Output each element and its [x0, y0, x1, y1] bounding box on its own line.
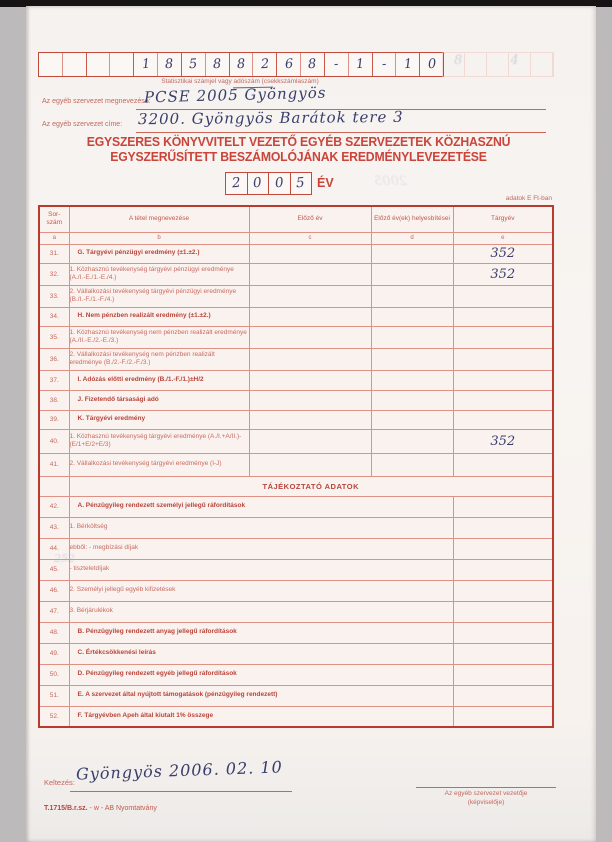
- year-box-row: [225, 172, 334, 194]
- table-row: 35. 1. Közhasznú tevékenység nem pénzben realizált eredménye (A./II.-E./2.-E./3.): [39, 326, 553, 348]
- stat-digit-cell: -: [373, 53, 397, 76]
- year-digit-cell: 0: [268, 172, 290, 195]
- table-row: 37. I. Adózás előtti eredmény (B./1.-F./1.)±H/2: [39, 370, 553, 390]
- stat-digit-cell: 6: [277, 53, 301, 76]
- table-header-row: [39, 206, 553, 232]
- stat-digit-cell: 1: [134, 53, 158, 76]
- org-address-rule: [136, 132, 546, 133]
- bleedthrough-artifact: 252: [54, 552, 75, 565]
- scanned-form-page: [26, 6, 596, 842]
- stat-digit-cell: [110, 53, 134, 76]
- year-digit-cell: 0: [247, 172, 269, 195]
- stat-digit-cell: -: [325, 53, 349, 76]
- year-suffix-label: ÉV: [317, 176, 334, 190]
- info-section-title: TÁJÉKOZTATÓ ADATOK: [69, 476, 553, 496]
- date-handwritten-value: Gyöngyös 2006. 02. 10: [75, 757, 284, 784]
- year-digit-cell: 5: [290, 172, 313, 195]
- col-header-name: A tétel megnevezése: [69, 206, 249, 232]
- signature-caption: Az egyéb szervezet vezetője (képviselője): [444, 790, 528, 806]
- info-section-header-row: [39, 476, 553, 496]
- date-label: Keltezés:: [44, 778, 75, 787]
- table-row: 34. H. Nem pénzben realizált eredmény (±1.±2.): [39, 307, 553, 326]
- stat-digit-cell: 0: [427, 56, 437, 73]
- date-rule: [70, 791, 292, 792]
- stat-digit-cell: 5: [182, 53, 206, 76]
- table-row: 41. 2. Vállalkozási tevékenység tárgyévi eredménye (I-J): [39, 453, 553, 476]
- handwritten-amount: 352: [453, 263, 553, 285]
- table-row: 50. D. Pénzügyileg rendezett egyéb jellegű ráfordítások: [39, 664, 553, 685]
- org-name-label: Az egyéb szervezet megnevezése:: [42, 98, 151, 105]
- stat-digit-cell: 8: [206, 53, 230, 76]
- table-row: 43. 1. Bérköltség: [39, 517, 553, 538]
- stat-digit-cell: [63, 53, 87, 76]
- print-code: T.1715/B.r.sz. - w - AB Nyomtatvány: [44, 805, 157, 812]
- col-header-prev-year: Előző év: [249, 206, 371, 232]
- stat-digit-cell: 8: [301, 53, 325, 76]
- stat-digit-cell: 1: [349, 53, 373, 76]
- org-address-handwritten-value: 3200. Gyöngyös Barátok tere 3: [137, 107, 404, 129]
- handwritten-amount: 352: [453, 244, 553, 263]
- form-title-line2: EGYSZERŰSÍTETT BESZÁMOLÓJÁNAK EREDMÉNYLEVEZETÉSE: [110, 149, 487, 164]
- stat-digit-cell: [87, 53, 111, 76]
- table-row: 39. K. Tárgyévi eredmény: [39, 410, 553, 429]
- col-header-num: Sor- szám: [39, 206, 69, 232]
- form-title: [31, 135, 565, 165]
- stat-digit-cell: 8: [158, 53, 182, 76]
- column-letter-row: a b c d e: [39, 232, 553, 244]
- table-row: 52. F. Tárgyévben Apeh által kiutalt 1% összege: [39, 706, 553, 727]
- stat-digit-cell: [39, 53, 63, 76]
- table-row: 44. ebből: - megbízási díjak: [39, 538, 553, 559]
- org-name-handwritten-value: PCSE 2005 Gyöngyös: [143, 83, 327, 107]
- table-row: 47. 3. Bérjárulékok: [39, 601, 553, 622]
- table-row: 42. A. Pénzügyileg rendezett személyi jellegű ráfordítások: [39, 496, 553, 517]
- org-address-label: Az egyéb szervezet címe:: [42, 121, 123, 128]
- units-note: adatok E Ft-ban: [505, 195, 552, 202]
- table-row: 46. 2. Személyi jellegű egyéb kifizetések: [39, 580, 553, 601]
- result-statement-table: [38, 205, 554, 728]
- form-title-line1: EGYSZERES KÖNYVVITELT VEZETŐ EGYÉB SZERVEZETEK KÖZHASZNÚ: [86, 135, 511, 149]
- table-row: 45. - tiszteletdíjak: [39, 559, 553, 580]
- signature-rule: [416, 787, 556, 788]
- stat-number-grid: [38, 52, 444, 77]
- table-row: 38. J. Fizetendő társasági adó: [39, 390, 553, 410]
- table-row: 31. G. Tárgyévi pénzügyi eredmény (±1.±2.) 352: [39, 244, 553, 263]
- table-row: 36. 2. Vállalkozási tevékenység nem pénzben realizált eredménye (B./2.-F./2.-F./3.): [39, 348, 553, 370]
- stat-digit-cell: 1: [396, 53, 420, 76]
- table-row: 48. B. Pénzügyileg rendezett anyag jellegű ráfordítások: [39, 622, 553, 643]
- bleedthrough-artifact: 2005: [374, 174, 408, 189]
- table-row: 33. 2. Vállalkozási tevékenység tárgyévi pénzügyi eredménye (B./I.-F./1.-F./4.): [39, 285, 553, 307]
- stat-digit-cell: 2: [253, 53, 277, 76]
- stat-number-caption: Statisztikai számjel vagy adószám (csekkszámlaszám): [161, 78, 319, 85]
- table-row: 51. E. A szervezet által nyújtott támogatások (pénzügyileg rendezett): [39, 685, 553, 706]
- handwritten-amount: 352: [453, 429, 553, 453]
- stat-digit-cell: 8: [230, 53, 254, 76]
- bleedthrough-artifact: 8 4: [454, 53, 541, 68]
- table-row: 49. C. Értékcsökkenési leírás: [39, 643, 553, 664]
- col-header-corrections: Előző év(ek) helyesbítései: [371, 206, 453, 232]
- table-row: 32. 1. Közhasznú tevékenység tárgyévi pénzügyi eredménye (A./I.-E./1.-E./4.) 352: [39, 263, 553, 285]
- col-header-current-year: Tárgyév: [453, 206, 553, 232]
- year-digit-cell: 2: [225, 172, 247, 195]
- table-row: 40. 1. Közhasznú tevékenység tárgyévi eredménye (A./I.+A/II.)-(E/1+E/2+E/3) 352: [39, 429, 553, 453]
